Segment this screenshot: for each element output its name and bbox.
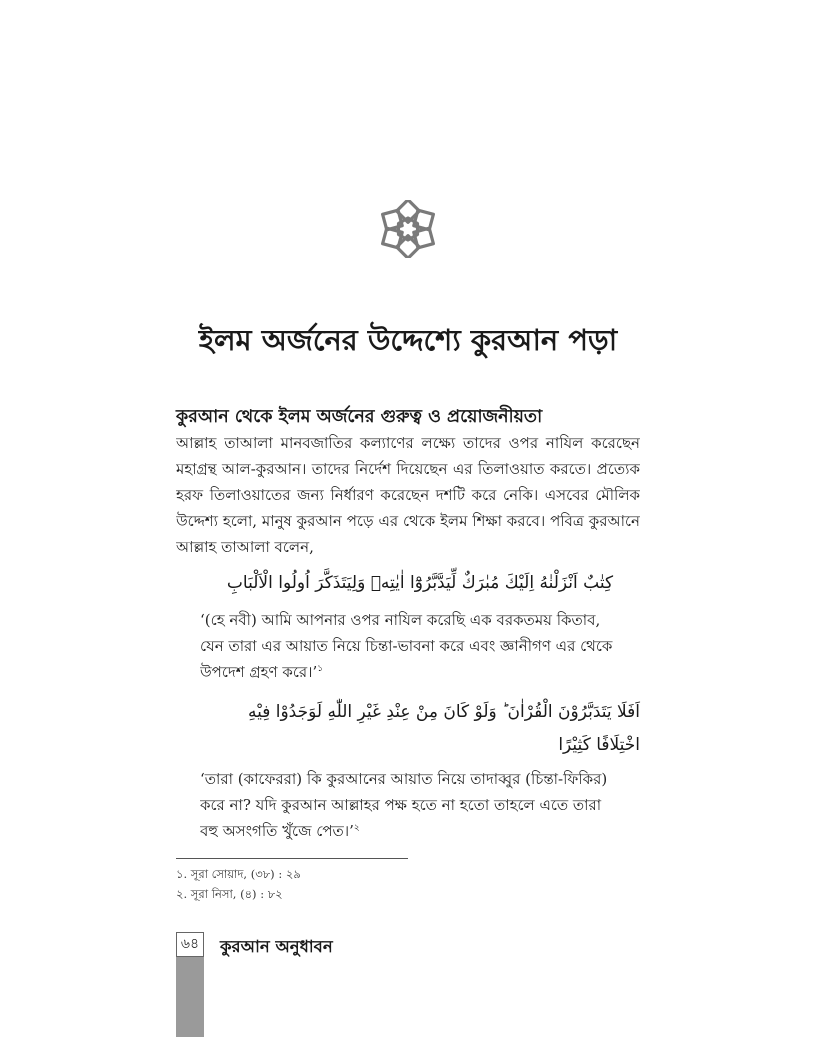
- arabic-verse-1: كِتٰبٌ اَنْزَلْنٰهُ اِلَيْكَ مُبٰرَكٌ لِّيَدَّبَّرُوْٓا اٰيٰتِهٖ وَلِيَتَذَكَّرَ اُولُوا الْاَلْبَابِ: [226, 573, 614, 593]
- translation-line: ‘তারা (কাফেররা) কি কুরআনের আয়াত নিয়ে তাদাব্বুর (চিন্তা-ফিকির): [200, 770, 608, 788]
- footnote-divider: [176, 858, 408, 859]
- intro-paragraph: [176, 430, 640, 560]
- page-number: ৬৪: [176, 932, 204, 957]
- paragraph-line: আল্লাহ তাআলা বলেন,: [176, 538, 314, 556]
- arabic-verse-2-line-2: اخْتِلَافًا كَثِيْرًا: [558, 735, 640, 755]
- verse-1-translation: [200, 607, 640, 685]
- footnote-marker: ২: [353, 823, 360, 833]
- translation-text: বহু অসংগতি খুঁজে পেত।’: [200, 822, 354, 840]
- translation-line: যেন তারা এর আয়াত নিয়ে চিন্তা-ভাবনা করে এবং জ্ঞানীগণ এর থেকে: [200, 637, 613, 655]
- translation-line: ‘(হে নবী) আমি আপনার ওপর নাযিল করেছি এক বরকতময় কিতাব,: [200, 611, 601, 629]
- running-book-title: কুরআন অনুধাবন: [220, 937, 333, 956]
- paragraph-line: হরফ তিলাওয়াতের জন্য নির্ধারণ করেছেন দশটি করে নেকি। এসবের মৌলিক: [176, 486, 640, 504]
- translation-line: করে না? যদি কুরআন আল্লাহর পক্ষ হতে না হতো তাহলে এতে তারা: [200, 796, 602, 814]
- footnote-1: ১. সূরা সোয়াদ, (৩৮) : ২৯: [176, 867, 301, 881]
- octagonal-knot-ornament-icon: [379, 200, 437, 258]
- translation-text: উপদেশ গ্রহণ করে।’: [200, 663, 318, 681]
- page-edge-tab: [176, 957, 204, 1037]
- translation-line: [200, 659, 640, 685]
- arabic-verse-2-line-1: اَفَلَا يَتَدَبَّرُوْنَ الْقُرْاٰنَ ؕ وَلَوْ كَانَ مِنْ عِنْدِ غَيْرِ اللّٰهِ لَوَجَدُوْا فِيْهِ: [247, 702, 640, 722]
- paragraph-line: উদ্দেশ্য হলো, মানুষ কুরআন পড়ে এর থেকে ইলম শিক্ষা করবে। পবিত্র কুরআনে: [176, 512, 640, 530]
- paragraph-line: মহাগ্রন্থ আল-কুরআন। তাদের নির্দেশ দিয়েছেন এর তিলাওয়াত করতে। প্রত্যেক: [176, 460, 640, 478]
- verse-2-translation: [200, 766, 640, 844]
- paragraph-line: আল্লাহ তাআলা মানবজাতির কল্যাণের লক্ষ্যে তাদের ওপর নাযিল করেছেন: [176, 434, 640, 452]
- footnote-marker: ১: [317, 664, 324, 674]
- translation-line: [200, 818, 640, 844]
- section-heading: কুরআন থেকে ইলম অর্জনের গুরুত্ব ও প্রয়োজনীয়তা: [176, 407, 543, 427]
- footnote-2: ২. সূরা নিসা, (৪) : ৮২: [176, 887, 283, 901]
- chapter-title: ইলম অর্জনের উদ্দেশ্যে কুরআন পড়া: [198, 323, 618, 357]
